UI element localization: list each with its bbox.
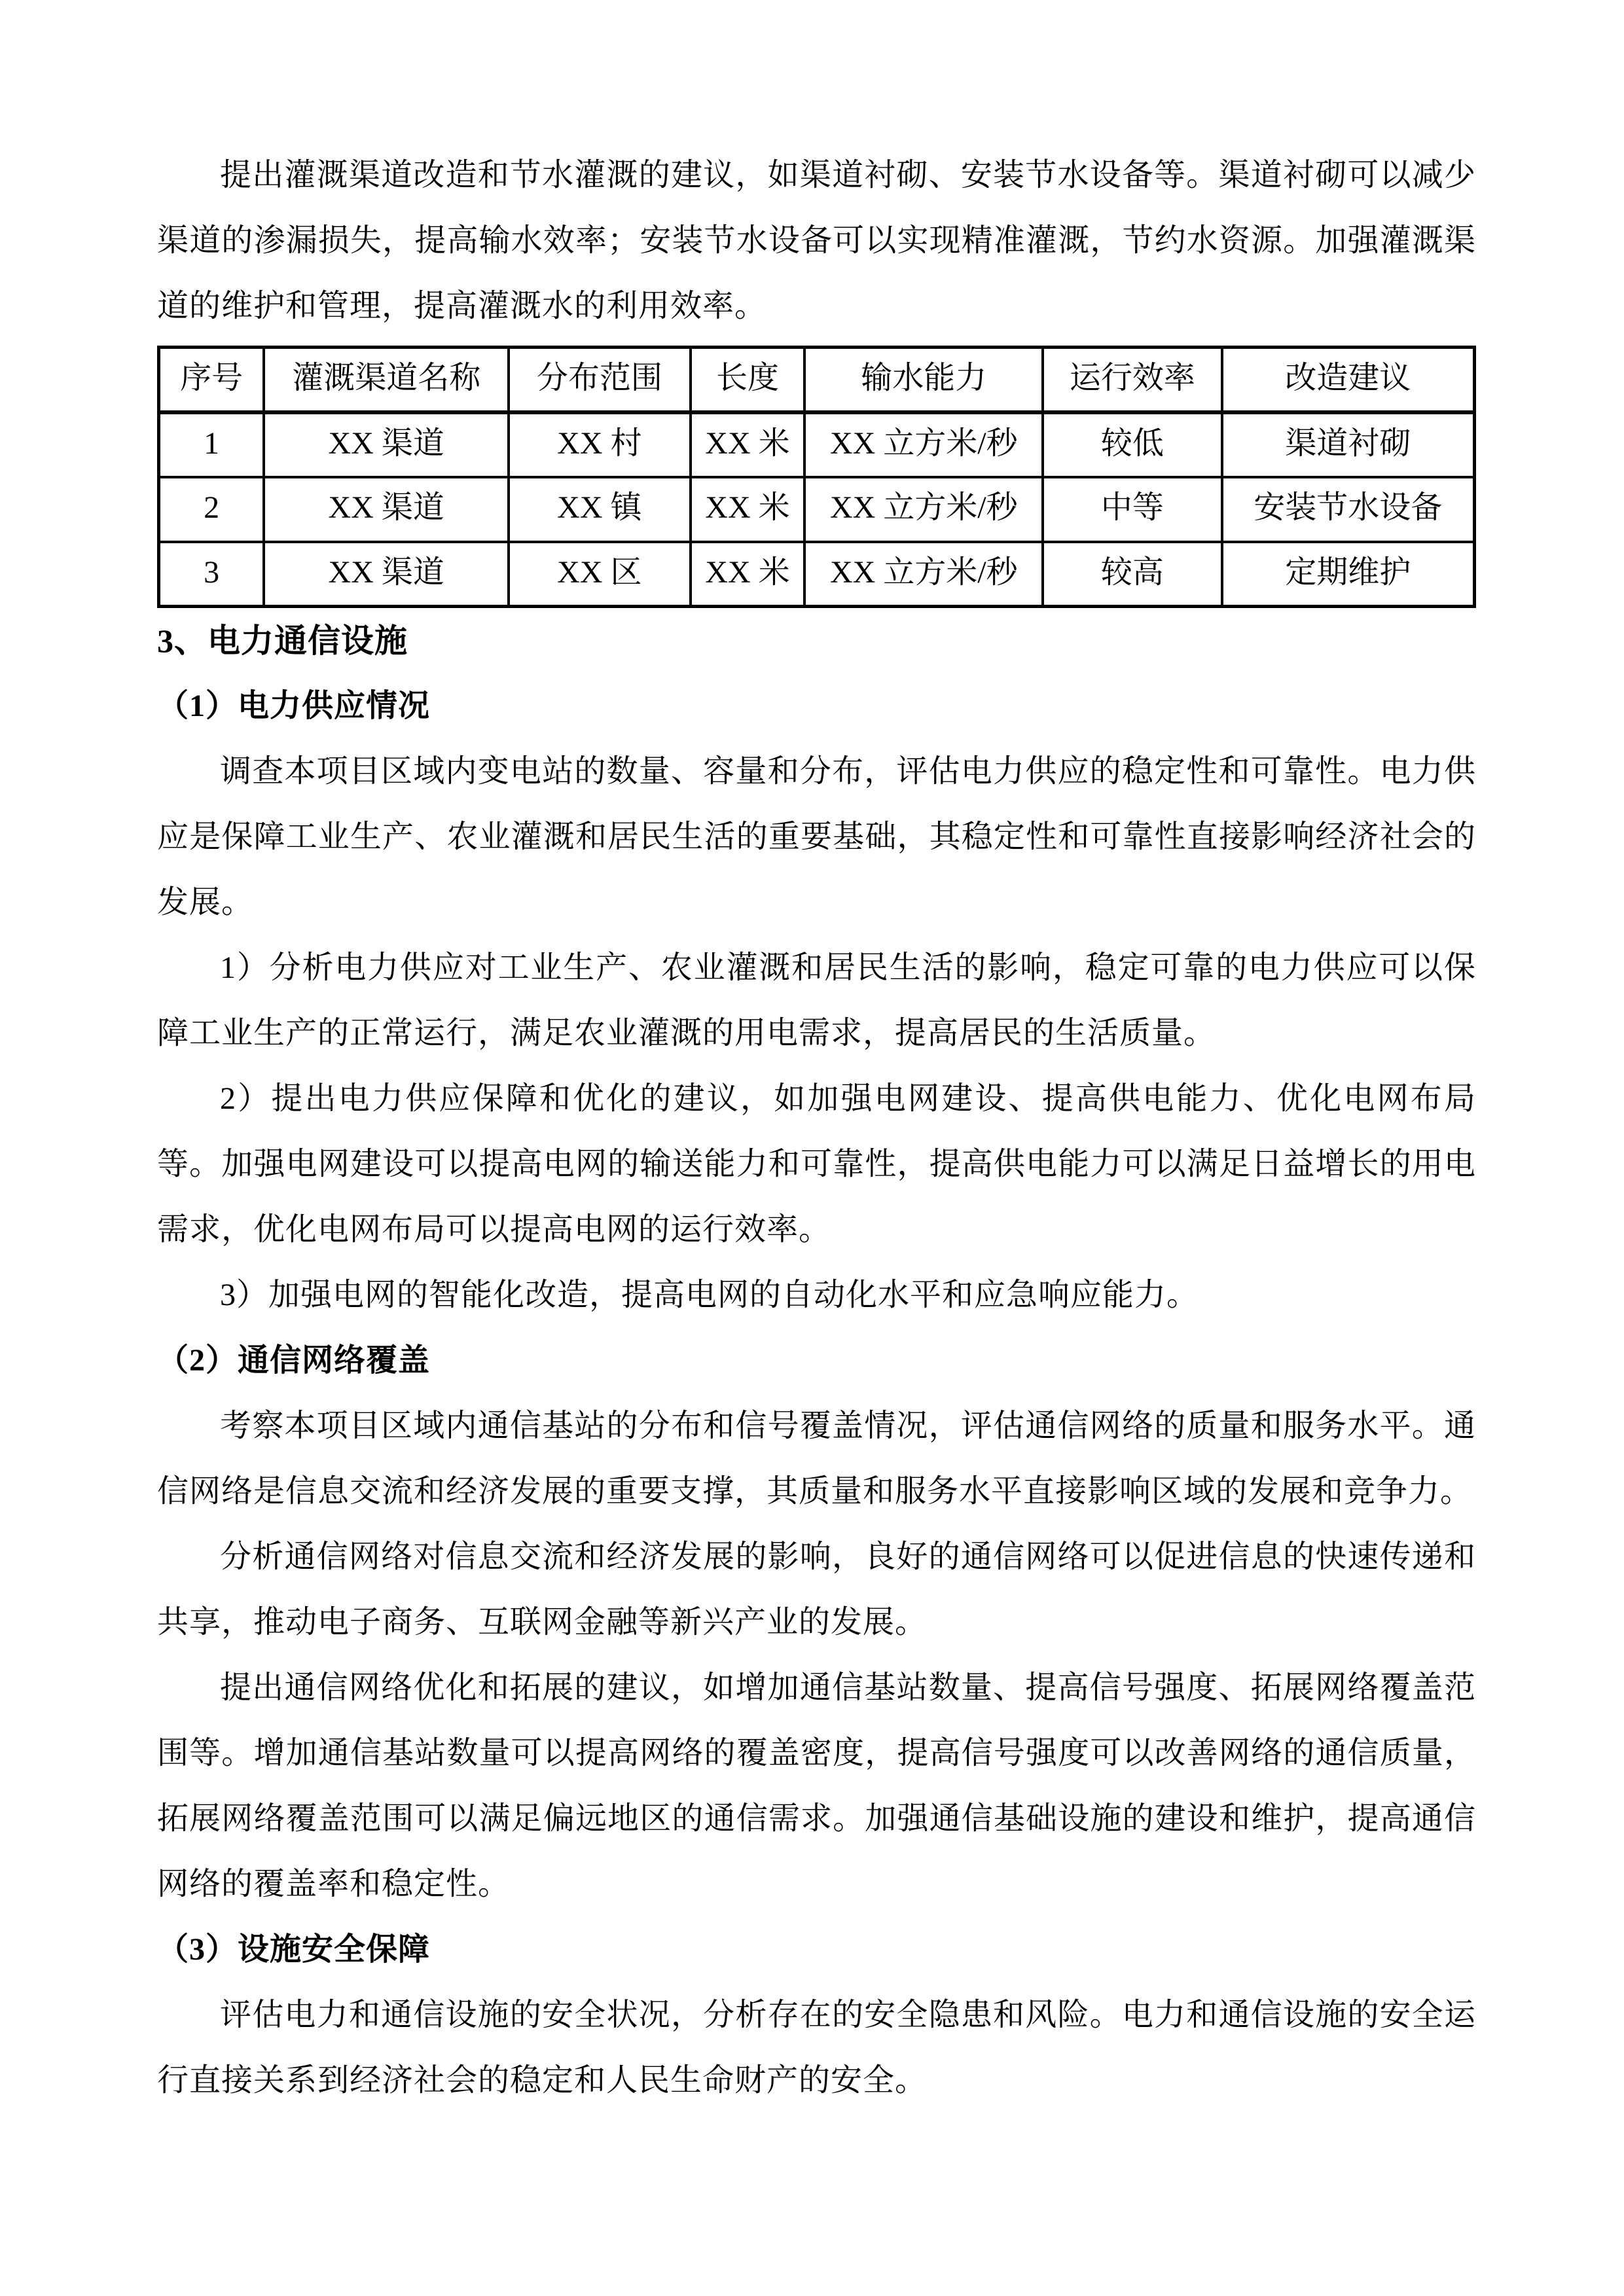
- table-cell: XX 米: [691, 412, 805, 477]
- table-header-row: [159, 348, 1475, 412]
- table-cell: XX 米: [691, 477, 805, 542]
- paragraph-power-point-3: 3）加强电网的智能化改造，提高电网的自动化水平和应急响应能力。: [220, 1278, 1199, 1312]
- table-cell: 定期维护: [1222, 542, 1475, 607]
- table-cell: XX 区: [509, 542, 690, 607]
- table-header-cell-capacity: 输水能力: [804, 348, 1043, 412]
- paragraph-comm-suggestion: 提出通信网络优化和拓展的建议，如增加通信基站数量、提高信号强度、拓展网络覆盖范围等。增加通信基站数量可以提高网络的覆盖密度，提高信号强度可以改善网络的通信质量，拓展网络覆盖范围可以满足偏远地区的通信需求。加强通信基础设施的建设和维护，提高通信网络的覆盖率和稳定性。: [157, 1670, 1476, 1901]
- table-cell: 渠道衬砌: [1222, 412, 1475, 477]
- table-cell: XX 渠道: [264, 542, 509, 607]
- paragraph-comm-survey: 考察本项目区域内通信基站的分布和信号覆盖情况，评估通信网络的质量和服务水平。通信网络是信息交流和经济发展的重要支撑，其质量和服务水平直接影响区域的发展和竞争力。: [157, 1408, 1476, 1509]
- table-cell: XX 米: [691, 542, 805, 607]
- table-row-3: [159, 542, 1475, 607]
- table-cell: 1: [159, 412, 264, 477]
- paragraph-power-point-2: 2）提出电力供应保障和优化的建议，如加强电网建设、提高供电能力、优化电网布局等。加强电网建设可以提高电网的输送能力和可靠性，提高供电能力可以满足日益增长的用电需求，优化电网布局可以提高电网的运行效率。: [157, 1081, 1476, 1247]
- table-header-cell-efficiency: 运行效率: [1043, 348, 1221, 412]
- table-header-cell-index: 序号: [159, 348, 264, 412]
- table-cell: XX 立方米/秒: [804, 477, 1043, 542]
- table-row-1: [159, 412, 1475, 477]
- section-heading-power-communication: 3、电力通信设施: [157, 622, 408, 659]
- paragraph-power-point-1: 1）分析电力供应对工业生产、农业灌溉和居民生活的影响，稳定可靠的电力供应可以保障工业生产的正常运行，满足农业灌溉的用电需求，提高居民的生活质量。: [157, 950, 1476, 1050]
- table-cell: XX 村: [509, 412, 690, 477]
- table-cell: 3: [159, 542, 264, 607]
- table-cell: 2: [159, 477, 264, 542]
- paragraph-safety-assessment: 评估电力和通信设施的安全状况，分析存在的安全隐患和风险。电力和通信设施的安全运行直接关系到经济社会的稳定和人民生命财产的安全。: [157, 1998, 1476, 2098]
- table-header-cell-distribution: 分布范围: [509, 348, 690, 412]
- table-cell: XX 镇: [509, 477, 690, 542]
- subsection-heading-comm-coverage: （2）通信网络覆盖: [157, 1343, 431, 1378]
- irrigation-channel-table: [157, 346, 1476, 608]
- table-cell: 安装节水设备: [1222, 477, 1475, 542]
- paragraph-irrigation-suggestion: 提出灌溉渠道改造和节水灌溉的建议，如渠道衬砌、安装节水设备等。渠道衬砌可以减少渠道的渗漏损失，提高输水效率；安装节水设备可以实现精准灌溉，节约水资源。加强灌溉渠道的维护和管理，提高灌溉水的利用效率。: [157, 158, 1476, 323]
- table-cell: 较低: [1043, 412, 1221, 477]
- table-cell: XX 立方米/秒: [804, 542, 1043, 607]
- table-cell: XX 立方米/秒: [804, 412, 1043, 477]
- paragraph-comm-analysis: 分析通信网络对信息交流和经济发展的影响，良好的通信网络可以促进信息的快速传递和共享，推动电子商务、互联网金融等新兴产业的发展。: [157, 1539, 1476, 1640]
- table-header-cell-suggestion: 改造建议: [1222, 348, 1475, 412]
- table-cell: XX 渠道: [264, 477, 509, 542]
- subsection-heading-facility-safety: （3）设施安全保障: [157, 1932, 431, 1967]
- table-header-cell-length: 长度: [691, 348, 805, 412]
- table-cell: 中等: [1043, 477, 1221, 542]
- table-cell: XX 渠道: [264, 412, 509, 477]
- paragraph-power-survey: 调查本项目区域内变电站的数量、容量和分布，评估电力供应的稳定性和可靠性。电力供应是保障工业生产、农业灌溉和居民生活的重要基础，其稳定性和可靠性直接影响经济社会的发展。: [157, 754, 1476, 920]
- table-cell: 较高: [1043, 542, 1221, 607]
- table-row-2: [159, 477, 1475, 542]
- table-header-cell-channel-name: 灌溉渠道名称: [264, 348, 509, 412]
- subsection-heading-power-supply: （1）电力供应情况: [157, 689, 431, 723]
